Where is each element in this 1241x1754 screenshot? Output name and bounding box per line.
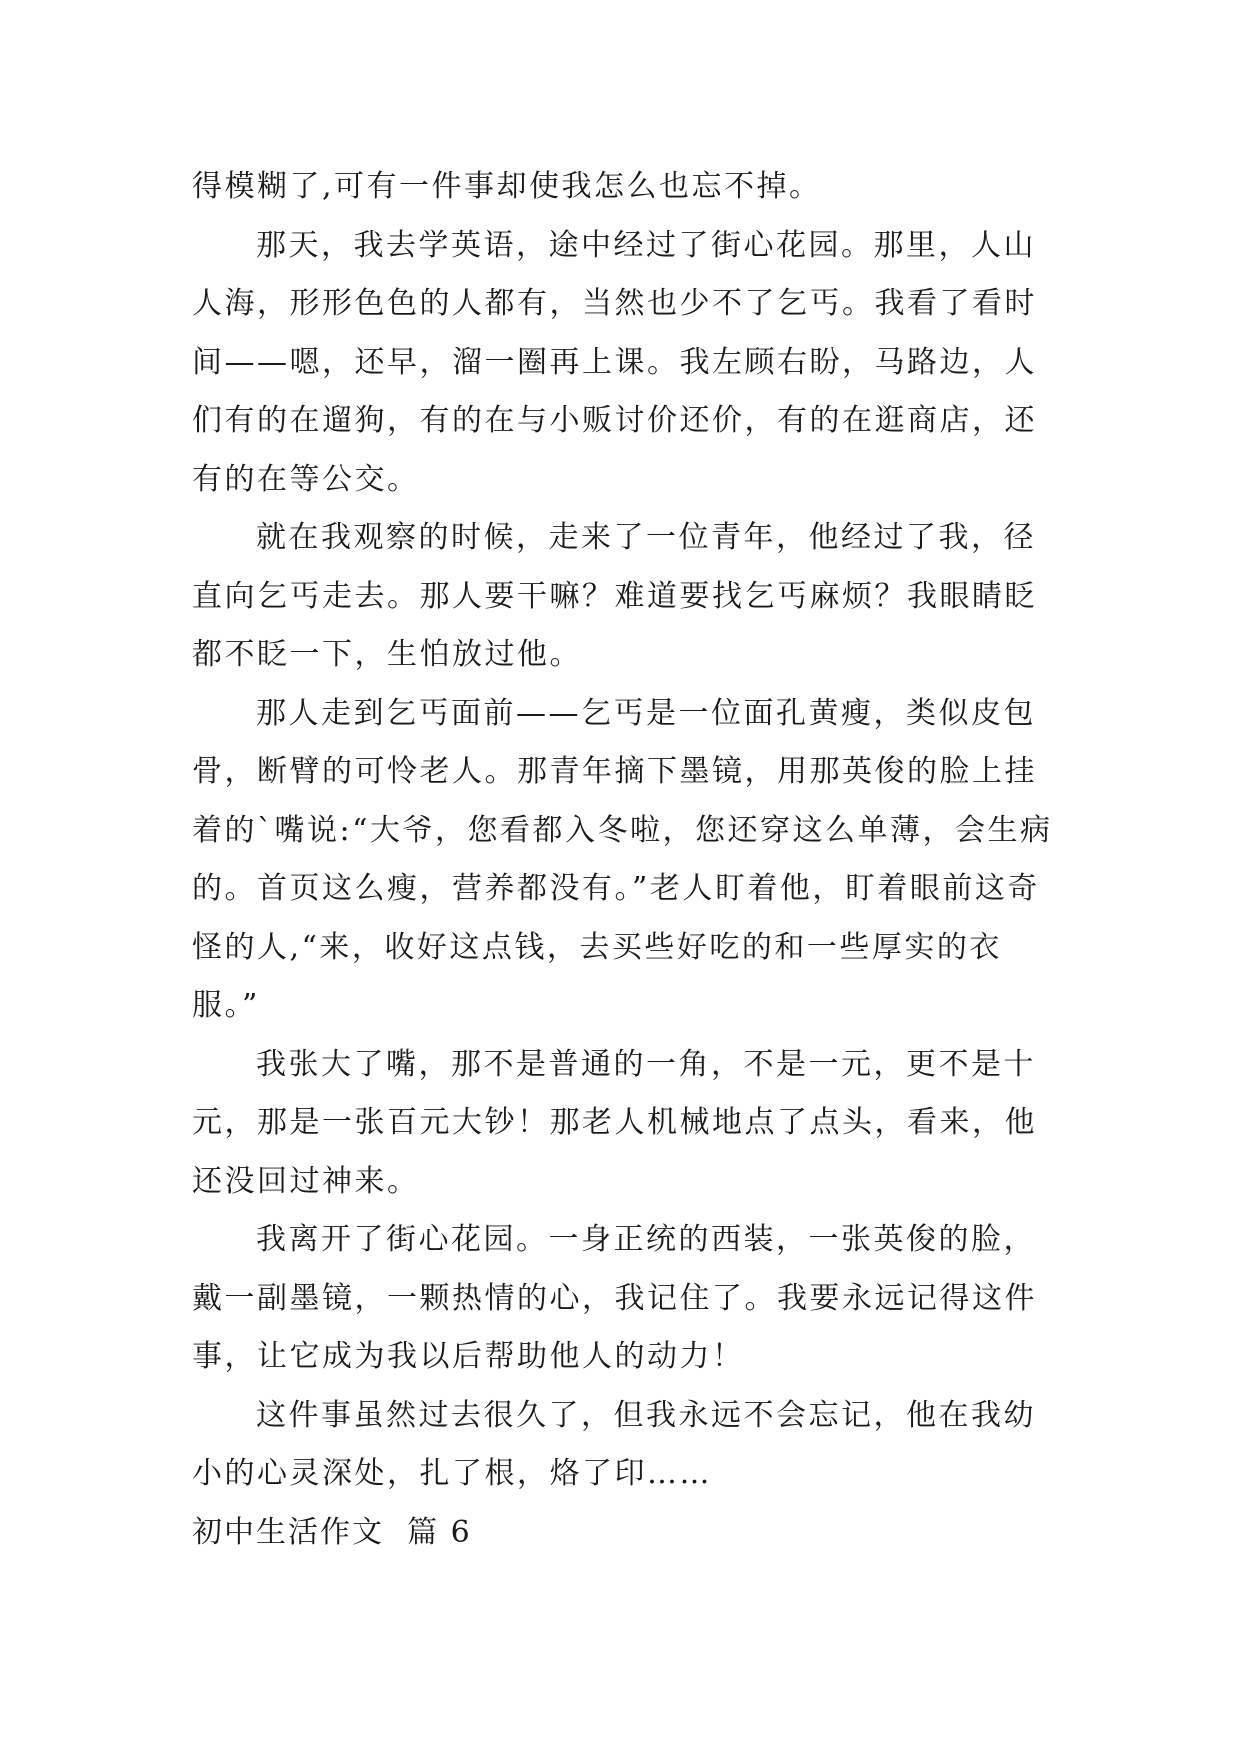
section-heading: 初中生活作文 篇 6 [192,1514,472,1550]
paragraph-3: 就在我观察的时候，走来了一位青年，他经过了我，径直向乞丐走去。那人要干嘛？难道要找乞丐麻烦？我眼睛眨都不眨一下，生怕放过他。 [192,520,1037,672]
paragraph-1: 得模糊了,可有一件事却使我怎么也忘不掉。 [192,169,822,204]
document-body [192,158,1062,1562]
paragraph-7: 这件事虽然过去很久了，但我永远不会忘记，他在我幼小的心灵深处，扎了根，烙了印…… [192,1397,1036,1491]
paragraph-5: 我张大了嘴，那不是普通的一角，不是一元，更不是十元，那是一张百元大钞！那老人机械地点了点头，看来，他还没回过神来。 [192,1046,1037,1199]
paragraph-2: 那天，我去学英语，途中经过了街心花园。那里，人山人海，形形色色的人都有，当然也少不了乞丐。我看了看时间——嗯，还早，溜一圈再上课。我左顾右盼，马路边，人们有的在遛狗，有的在与小贩讨价还价，有的在逛商店，还有的在等公交。 [192,227,1037,497]
paragraph-6: 我离开了街心花园。一身正统的西装，一张英俊的脸，戴一副墨镜，一颗热情的心，我记住了。我要永远记得这件事，让它成为我以后帮助他人的动力！ [192,1222,1037,1374]
paragraph-4: 那人走到乞丐面前——乞丐是一位面孔黄瘦，类似皮包骨，断臂的可怜老人。那青年摘下墨镜，用那英俊的脸上挂着的`嘴说:“大爷，您看都入冬啦，您还穿这么单薄，会生病的。首页这么瘦，营养都没有。”老人盯着他，盯着眼前这奇怪的人,“来，收好这点钱，去买些好吃的和一些厚实的衣服。” [192,695,1053,1023]
